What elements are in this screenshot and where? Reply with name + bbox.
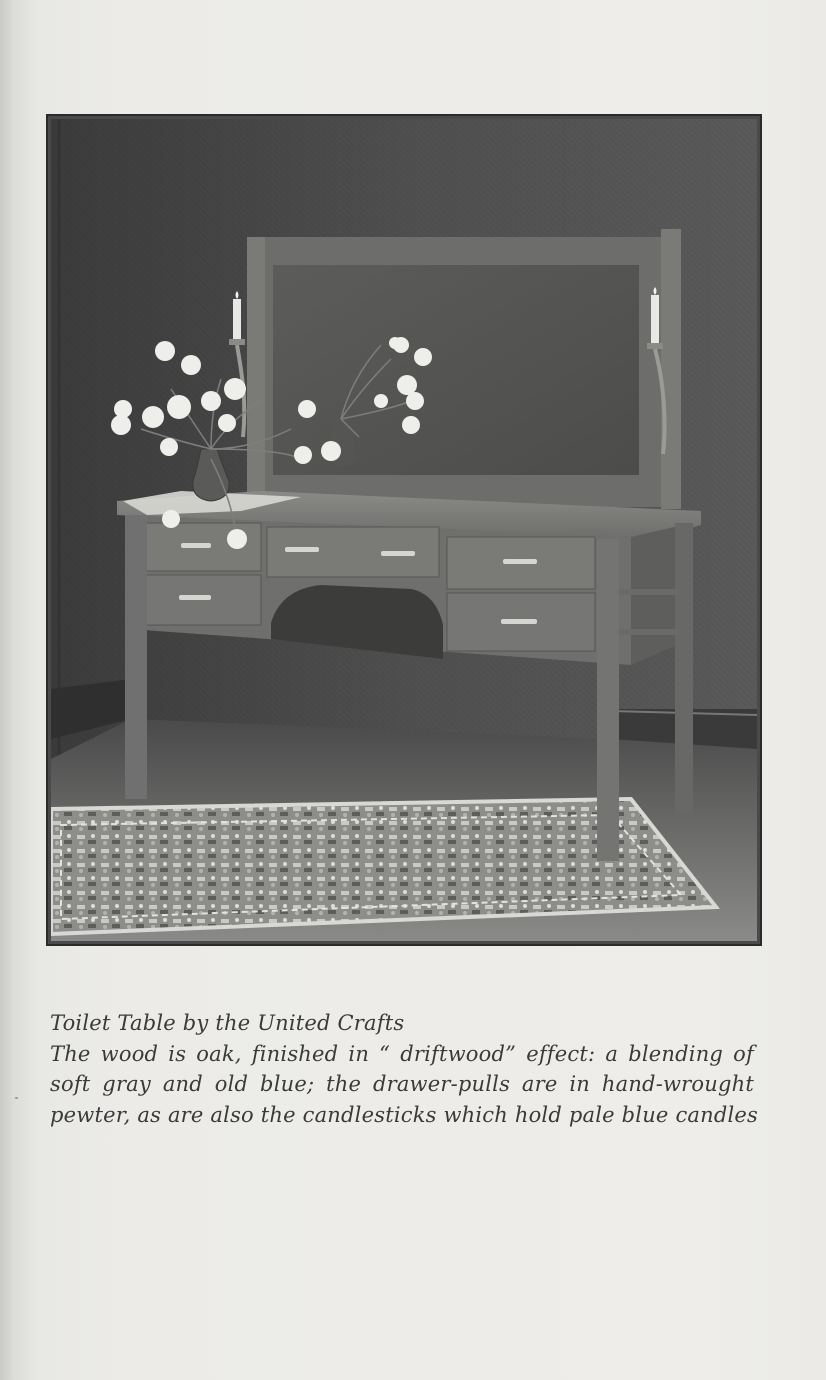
photo-plate (46, 114, 762, 946)
toilet-table-photo (51, 119, 757, 941)
caption-title: Toilet Table by the United Crafts (50, 1011, 405, 1035)
caption-line: pewter, as are also the candlesticks which hold pale blue candles (50, 1102, 759, 1127)
photo-caption (50, 1008, 770, 1130)
caption-line: soft gray and old blue; the drawer-pulls are in hand-wrought (50, 1072, 754, 1096)
paper-speck (15, 1097, 18, 1099)
caption-line: The wood is oak, finished in “ driftwood” effect: a blending of (50, 1041, 754, 1066)
